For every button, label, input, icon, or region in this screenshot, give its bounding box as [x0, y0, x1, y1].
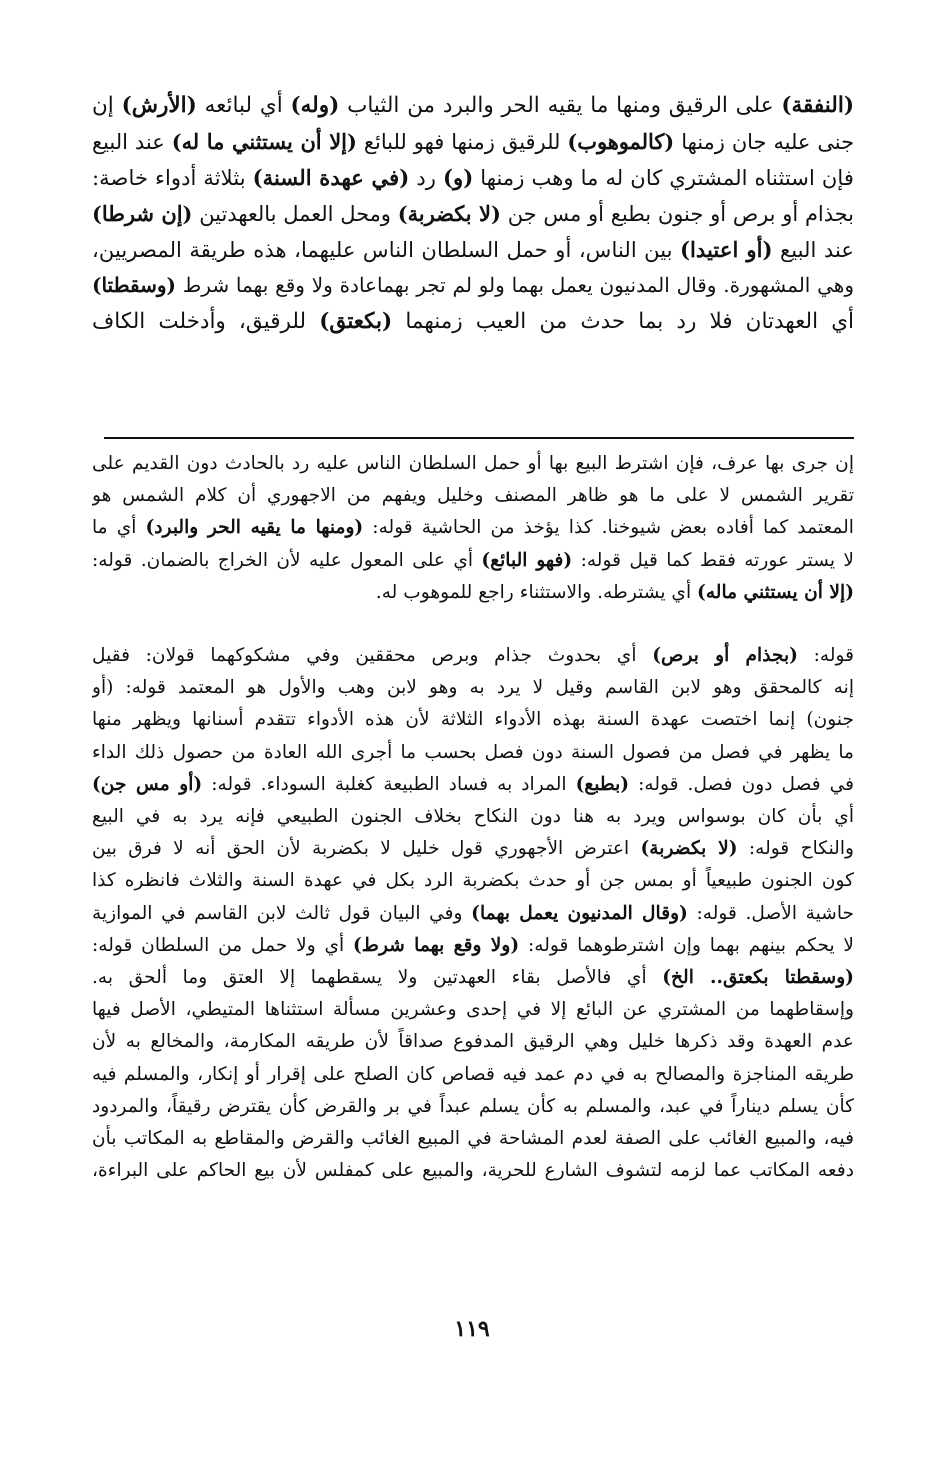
main-line: وهي المشهورة. وقال المدنيون يعمل بهما ولو لم تجر بهماعادة ولا وقع بهما شرط (وسقطتا) — [92, 272, 854, 297]
footnote-line: المعتمد كما أفاده بعض شيوخنا. كذا يؤخذ من الحاشية قوله: (ومنها ما يقيه الحر والبرد) أي ما — [92, 517, 854, 539]
footnote-divider — [104, 437, 854, 439]
footnote-line: كون الجنون طبيعياً أو بمس جن أو حدث بكضربة الرد بكل في عهدة السنة والثلاث فانظره كذا — [92, 870, 854, 892]
book-page — [92, 88, 854, 1388]
footnote-line: دفعه المكاتب عما لزمه لتشوف الشارع للحرية، والمبيع على كمفلس لأن بيع الحاكم على البراءة، — [92, 1160, 854, 1182]
footnote-line: جنون) إنما اختصت عهدة السنة بهذه الأدواء الثلاثة لأن هذه الأدواء تتقدم أسنانها ويظهر منها — [92, 709, 854, 731]
footnote-line: تقرير الشمس لا على ما هو ظاهر المصنف وخليل ويفهم من الاجهوري أن كلام الشمس هو — [92, 485, 854, 507]
footnote-line: لا يحكم بينهم بهما وإن اشترطوهما قوله: (ولا وقع بهما شرط) أي ولا حمل من السلطان قوله: — [92, 934, 854, 956]
footnote-line: (وسقطتا بكعتق.. الخ) أي فالأصل بقاء العهدتين ولا يسقطهما إلا العتق وما ألحق به. — [92, 967, 854, 989]
main-line: (النفقة) على الرقيق ومنها ما يقيه الحر والبرد من الثياب (وله) أي لبائعه (الأرش) إن — [92, 93, 854, 118]
main-line: فإن استثناه المشتري كان له ما وهب زمنها (و) رد (في عهدة السنة) بثلاثة أدواء خاصة: — [92, 165, 854, 191]
footnote-block-1 — [92, 448, 854, 609]
main-line: بجذام أو برص أو جنون بطبع أو مس جن (لا بكضربة) ومحل العمل بالعهدتين (إن شرطا) — [92, 200, 854, 226]
main-line: عند البيع (أو اعتيدا) بين الناس، أو حمل السلطان الناس عليهما، هذه طريقة المصريين، — [92, 237, 854, 263]
main-line: جنى عليه جان زمنها (كالموهوب) للرقيق زمنها فهو للبائع (إلا أن يستثني ما له) عند البيع — [92, 128, 854, 154]
footnote-block-2 — [92, 640, 854, 1187]
footnote-line: كأن يسلم ديناراً في عبد، والمسلم به كأن يسلم عبداً في بر والقرض كأن يقترض رقيقاً، والمردود — [92, 1095, 854, 1117]
page-number: ١١٩ — [454, 1316, 490, 1342]
footnote-line: أي بأن كان بوسواس ويرد به هنا دون النكاح بخلاف الجنون الطبيعي فإنه يرد به في البيع — [92, 806, 854, 828]
footnote-line: ما يظهر في فصل من فصول السنة دون فصل بحسب ما أجرى الله العادة من حصول ذلك الداء — [92, 741, 854, 763]
footnote-line: (إلا أن يستثني ماله) أي يشترطه. والاستثناء راجع للموهوب له. — [375, 581, 854, 603]
footnote-line: حاشية الأصل. قوله: (وقال المدنيون يعمل بهما) وفي البيان قول ثالث لابن القاسم في الموازية — [92, 902, 854, 924]
footnote-line: طريقه المناجزة والمصالح به في دم عمد فيه قصاص كان الصلح على إقرار أو إنكار، والمسلم فيه — [92, 1063, 854, 1085]
footnote-line: وإسقاطهما من المشتري عن البائع إلا في إحدى وعشرين مسألة استثناها المتيطي، الأصل فيها — [92, 999, 854, 1021]
main-text — [92, 88, 854, 339]
footnote-line: والنكاح قوله: (لا بكضربة) اعترض الأجهوري قول خليل لا بكضربة لأن الحق أنه لا فرق بين — [92, 838, 854, 860]
footnote-line: عدم العهدة وقد ذكرها خليل وهي الرقيق المدفوع صداقاً لأن طريقه المكارمة، والمخالع به لأن — [92, 1031, 854, 1053]
main-line: أي العهدتان فلا رد بما حدث من العيب زمنهما (بكعتق) للرقيق، وأدخلت الكاف — [92, 308, 854, 334]
footnote-line: إنه كالمحقق وهو لابن القاسم وقيل لا يرد به وهو لابن وهب والأول هو المعتمد قوله: (أو — [92, 677, 854, 699]
footnote-line: لا يستر عورته فقط كما قيل قوله: (فهو البائع) أي على المعول عليه لأن الخراج بالضمان. قوله: — [92, 549, 854, 571]
footnote-line: فيه، والمبيع الغائب على الصفة لعدم المشاحة في المبيع الغائب والقرض والمقاطع به المكاتب بأن — [92, 1128, 854, 1150]
footnote-line: إن جرى بها عرف، فإن اشترط البيع بها أو حمل السلطان الناس عليه رد بالحادث دون القديم على — [92, 453, 854, 474]
footnote-line: في فصل دون فصل. قوله: (بطبع) المراد به فساد الطبيعة كغلبة السوداء. قوله: (أو مس جن) — [92, 773, 854, 795]
footnote-line: قوله: (بجذام أو برص) أي بحدوث جذام وبرص محققين وفي مشكوكهما قولان: فقيل — [92, 645, 854, 666]
